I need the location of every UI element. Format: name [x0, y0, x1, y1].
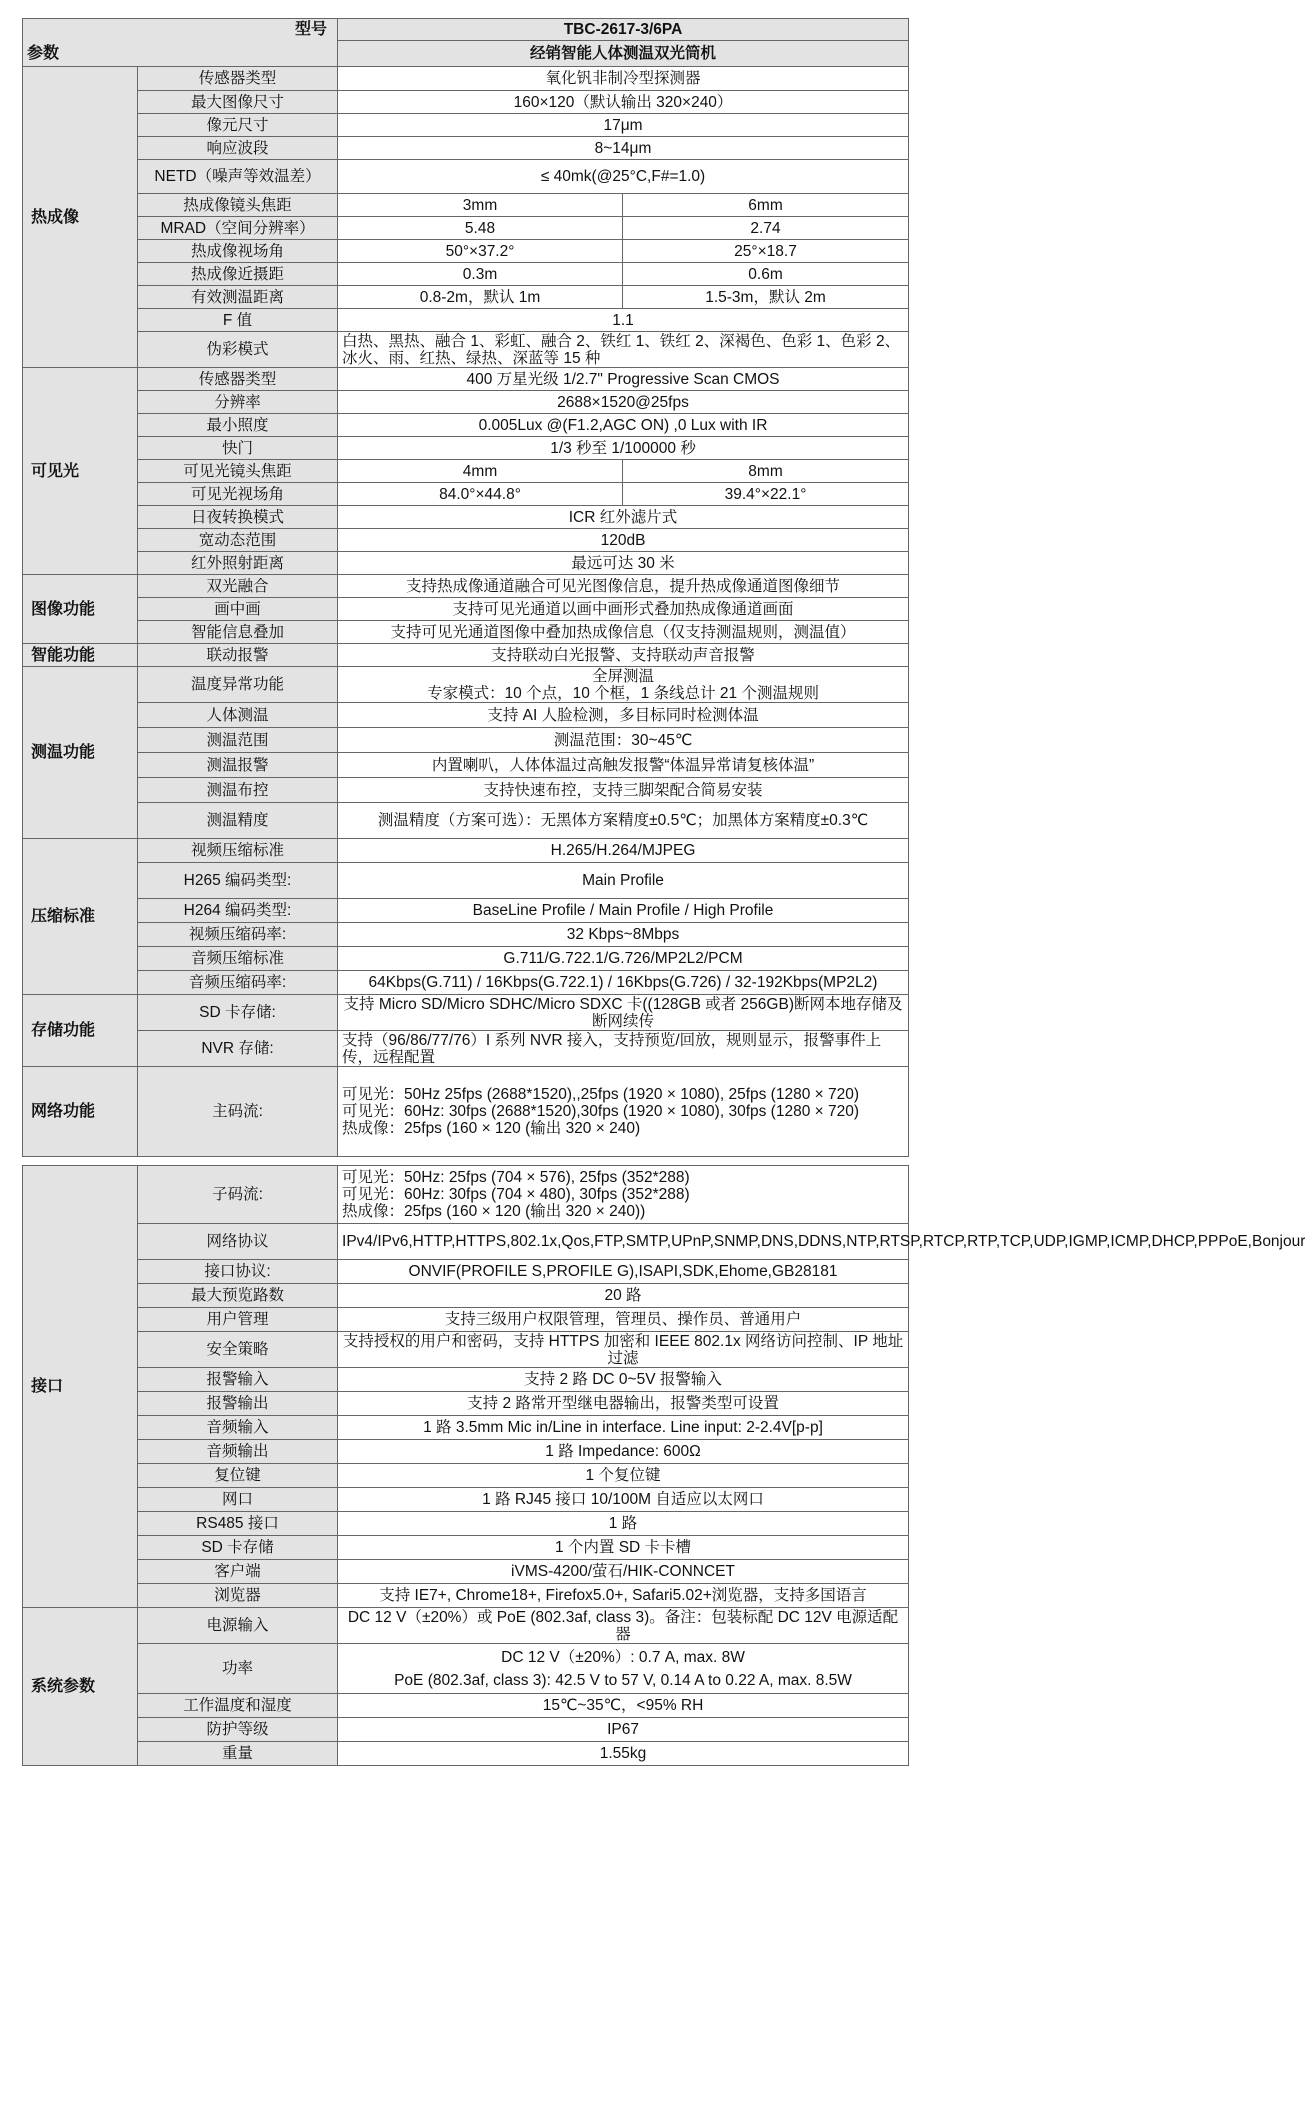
row-value: 测温范围：30~45℃ — [338, 728, 909, 753]
row-label: 热成像视场角 — [138, 240, 338, 263]
row-value-8mm: 39.4°×22.1° — [623, 483, 909, 506]
row-value-3mm: 3mm — [338, 194, 623, 217]
row-label: 最大预览路数 — [138, 1284, 338, 1308]
row-label: 宽动态范围 — [138, 529, 338, 552]
spec-row — [23, 1464, 909, 1488]
gap-cell — [23, 1157, 909, 1166]
row-value: 1 路 — [338, 1512, 909, 1536]
row-label: NVR 存储: — [138, 1031, 338, 1067]
spec-row — [23, 1031, 909, 1067]
spec-row — [23, 137, 909, 160]
spec-row — [23, 368, 909, 391]
row-value: 支持热成像通道融合可见光图像信息，提升热成像通道图像细节 — [338, 575, 909, 598]
spec-row — [23, 437, 909, 460]
spec-row — [23, 1742, 909, 1766]
row-label: 双光融合 — [138, 575, 338, 598]
spec-row — [23, 1368, 909, 1392]
row-value: 支持 2 路 DC 0~5V 报警输入 — [338, 1368, 909, 1392]
row-value: DC 12 V（±20%）或 PoE (802.3af, class 3)。备注：包装标配 DC 12V 电源适配器 — [338, 1608, 909, 1644]
value-line: 热成像：25fps (160 × 120 (输出 320 × 240)) — [342, 1203, 646, 1220]
spec-row — [23, 1224, 909, 1260]
row-label: 有效测温距离 — [138, 286, 338, 309]
spec-row — [23, 995, 909, 1031]
param-label-cell — [23, 41, 338, 67]
row-value: 400 万星光级 1/2.7" Progressive Scan CMOS — [338, 368, 909, 391]
category-image: 图像功能 — [23, 575, 138, 644]
spec-row — [23, 194, 909, 217]
row-label: 测温报警 — [138, 753, 338, 778]
row-value: 8~14μm — [338, 137, 909, 160]
spec-sheet — [22, 18, 1305, 1766]
row-value-4mm: 4mm — [338, 460, 623, 483]
param-label: 参数 — [27, 44, 60, 62]
spec-row — [23, 391, 909, 414]
row-label: 测温布控 — [138, 778, 338, 803]
row-value: 17μm — [338, 114, 909, 137]
spec-row — [23, 309, 909, 332]
spec-row — [23, 899, 909, 923]
model-label: 型号 — [295, 21, 328, 39]
section-gap — [23, 1157, 909, 1166]
row-label: 重量 — [138, 1742, 338, 1766]
spec-row — [23, 240, 909, 263]
spec-row — [23, 160, 909, 194]
value-line: 专家模式：10 个点，10 个框，1 条线总计 21 个测温规则 — [427, 684, 819, 702]
row-label: 分辨率 — [138, 391, 338, 414]
row-value: 最远可达 30 米 — [338, 552, 909, 575]
row-label: 浏览器 — [138, 1584, 338, 1608]
row-label: 网口 — [138, 1488, 338, 1512]
row-label: 音频输入 — [138, 1416, 338, 1440]
value-line: 可见光：60Hz: 30fps (704 × 480), 30fps (352*288) — [342, 1186, 690, 1203]
row-label: 最小照度 — [138, 414, 338, 437]
row-value: 1.1 — [338, 309, 909, 332]
row-value: 支持可见光通道图像中叠加热成像信息（仅支持测温规则，测温值） — [338, 621, 909, 644]
spec-row — [23, 923, 909, 947]
row-label: 日夜转换模式 — [138, 506, 338, 529]
spec-row — [23, 1067, 909, 1157]
category-interface: 接口 — [23, 1166, 138, 1608]
spec-row — [23, 91, 909, 114]
row-value: 160×120（默认输出 320×240） — [338, 91, 909, 114]
row-value: H.265/H.264/MJPEG — [338, 839, 909, 863]
spec-row — [23, 1166, 909, 1224]
row-value: 氧化钒非制冷型探测器 — [338, 67, 909, 91]
row-value: G.711/G.722.1/G.726/MP2L2/PCM — [338, 947, 909, 971]
product-name: 经销智能人体测温双光筒机 — [338, 41, 909, 67]
row-label: 快门 — [138, 437, 338, 460]
row-value: ONVIF(PROFILE S,PROFILE G),ISAPI,SDK,Ehome,GB28181 — [338, 1260, 909, 1284]
spec-row — [23, 728, 909, 753]
value-line: 热成像：25fps (160 × 120 (输出 320 × 240) — [342, 1120, 641, 1137]
category-thermal: 热成像 — [23, 67, 138, 368]
spec-row — [23, 644, 909, 667]
row-label: 音频输出 — [138, 1440, 338, 1464]
row-value: 内置喇叭，人体体温过高触发报警“体温异常请复核体温” — [338, 753, 909, 778]
spec-row — [23, 552, 909, 575]
spec-row — [23, 1536, 909, 1560]
spec-row — [23, 1332, 909, 1368]
row-value: 1/3 秒至 1/100000 秒 — [338, 437, 909, 460]
row-value-3mm: 50°×37.2° — [338, 240, 623, 263]
value-line: DC 12 V（±20%）: 0.7 A, max. 8W — [501, 1648, 745, 1666]
value-line: 可见光：50Hz 25fps (2688*1520),,25fps (1920 × 1080), 25fps (1280 × 720) — [342, 1086, 860, 1103]
spec-row — [23, 460, 909, 483]
row-value: 支持 2 路常开型继电器输出，报警类型可设置 — [338, 1392, 909, 1416]
row-label: 视频压缩码率: — [138, 923, 338, 947]
row-value: 白热、黑热、融合 1、彩虹、融合 2、铁红 1、铁红 2、深褐色、色彩 1、色彩 2、冰火、雨、红热、绿热、深蓝等 15 种 — [338, 332, 909, 368]
row-label: 报警输入 — [138, 1368, 338, 1392]
row-value: 2688×1520@25fps — [338, 391, 909, 414]
category-compression: 压缩标准 — [23, 839, 138, 995]
row-value: 120dB — [338, 529, 909, 552]
spec-row — [23, 332, 909, 368]
category-system: 系统参数 — [23, 1608, 138, 1766]
row-value — [338, 667, 909, 703]
row-value: 1.55kg — [338, 1742, 909, 1766]
row-value-3mm: 0.3m — [338, 263, 623, 286]
spec-row — [23, 1560, 909, 1584]
spec-row — [23, 1284, 909, 1308]
row-label: 热成像镜头焦距 — [138, 194, 338, 217]
spec-row — [23, 1512, 909, 1536]
header-row-2 — [23, 41, 909, 67]
spec-row — [23, 1694, 909, 1718]
row-value: 1 路 Impedance: 600Ω — [338, 1440, 909, 1464]
row-label: 音频压缩标准 — [138, 947, 338, 971]
row-value: IPv4/IPv6,HTTP,HTTPS,802.1x,Qos,FTP,SMTP,UPnP,SNMP,DNS,DDNS,NTP,RTSP,RTCP,RTP,TCP,UDP,IGMP,ICMP,DHCP,PPPoE,Bonjour — [338, 1224, 909, 1260]
spec-row — [23, 1416, 909, 1440]
category-storage: 存储功能 — [23, 995, 138, 1067]
row-label: 联动报警 — [138, 644, 338, 667]
row-value: 1 路 RJ45 接口 10/100M 自适应以太网口 — [338, 1488, 909, 1512]
row-label: 伪彩模式 — [138, 332, 338, 368]
row-value-3mm: 0.8-2m，默认 1m — [338, 286, 623, 309]
category-visible: 可见光 — [23, 368, 138, 575]
row-value: 64Kbps(G.711) / 16Kbps(G.722.1) / 16Kbps(G.726) / 32-192Kbps(MP2L2) — [338, 971, 909, 995]
row-value: 支持（96/86/77/76）I 系列 NVR 接入，支持预览/回放，规则显示，报警事件上传，远程配置 — [338, 1031, 909, 1067]
row-value-6mm: 1.5-3m，默认 2m — [623, 286, 909, 309]
spec-row — [23, 621, 909, 644]
row-value-6mm: 25°×18.7 — [623, 240, 909, 263]
spec-row — [23, 1608, 909, 1644]
row-value: 支持授权的用户和密码，支持 HTTPS 加密和 IEEE 802.1x 网络访问控制、IP 地址过滤 — [338, 1332, 909, 1368]
spec-row — [23, 263, 909, 286]
category-temp: 测温功能 — [23, 667, 138, 839]
row-label: 画中画 — [138, 598, 338, 621]
row-label: 安全策略 — [138, 1332, 338, 1368]
row-value: 0.005Lux @(F1.2,AGC ON) ,0 Lux with IR — [338, 414, 909, 437]
value-line: 全屏测温 — [592, 667, 655, 685]
category-network: 网络功能 — [23, 1067, 138, 1157]
row-value — [338, 1166, 909, 1224]
row-label: H265 编码类型: — [138, 863, 338, 899]
row-value: ≤ 40mk(@25°C,F#=1.0) — [338, 160, 909, 194]
row-label: 功率 — [138, 1644, 338, 1694]
spec-row — [23, 114, 909, 137]
spec-row — [23, 1440, 909, 1464]
spec-row — [23, 971, 909, 995]
row-label: 热成像近摄距 — [138, 263, 338, 286]
spec-row — [23, 947, 909, 971]
spec-row — [23, 483, 909, 506]
row-value-6mm: 0.6m — [623, 263, 909, 286]
row-value — [338, 1067, 909, 1157]
row-value-6mm: 6mm — [623, 194, 909, 217]
spec-row — [23, 529, 909, 552]
row-value: 1 路 3.5mm Mic in/Line in interface. Line input: 2-2.4V[p-p] — [338, 1416, 909, 1440]
spec-row — [23, 1392, 909, 1416]
spec-row — [23, 1308, 909, 1332]
row-value: 32 Kbps~8Mbps — [338, 923, 909, 947]
row-label: 可见光视场角 — [138, 483, 338, 506]
model-value: TBC-2617-3/6PA — [338, 19, 909, 41]
spec-row — [23, 598, 909, 621]
value-line: PoE (802.3af, class 3): 42.5 V to 57 V, 0.14 A to 0.22 A, max. 8.5W — [394, 1671, 852, 1689]
spec-row — [23, 414, 909, 437]
spec-row — [23, 575, 909, 598]
row-label: 客户端 — [138, 1560, 338, 1584]
value-line: 可见光：60Hz: 30fps (2688*1520),30fps (1920 × 1080), 30fps (1280 × 720) — [342, 1103, 860, 1120]
row-label: 温度异常功能 — [138, 667, 338, 703]
row-value: 支持联动白光报警、支持联动声音报警 — [338, 644, 909, 667]
row-value: 支持快速布控，支持三脚架配合简易安装 — [338, 778, 909, 803]
row-value: 支持三级用户权限管理，管理员、操作员、普通用户 — [338, 1308, 909, 1332]
spec-row — [23, 506, 909, 529]
spec-row — [23, 1584, 909, 1608]
row-value: ICR 红外滤片式 — [338, 506, 909, 529]
row-value: 1 个复位键 — [338, 1464, 909, 1488]
row-value: Main Profile — [338, 863, 909, 899]
row-value-4mm: 84.0°×44.8° — [338, 483, 623, 506]
spec-row — [23, 1644, 909, 1694]
spec-row — [23, 286, 909, 309]
row-label: 防护等级 — [138, 1718, 338, 1742]
spec-row — [23, 1260, 909, 1284]
row-label: 测温精度 — [138, 803, 338, 839]
row-label: 人体测温 — [138, 703, 338, 728]
header-row — [23, 19, 909, 41]
row-label: 可见光镜头焦距 — [138, 460, 338, 483]
spec-row — [23, 753, 909, 778]
row-label: 传感器类型 — [138, 67, 338, 91]
row-label: 像元尺寸 — [138, 114, 338, 137]
row-value: 支持 Micro SD/Micro SDHC/Micro SDXC 卡((128GB 或者 256GB)断网本地存储及断网续传 — [338, 995, 909, 1031]
row-value: 20 路 — [338, 1284, 909, 1308]
row-label: SD 卡存储: — [138, 995, 338, 1031]
row-label: 用户管理 — [138, 1308, 338, 1332]
row-label: 工作温度和湿度 — [138, 1694, 338, 1718]
row-label: 接口协议: — [138, 1260, 338, 1284]
row-value: 15℃~35℃，<95% RH — [338, 1694, 909, 1718]
row-value: 测温精度（方案可选）：无黑体方案精度±0.5℃；加黑体方案精度±0.3℃ — [338, 803, 909, 839]
row-label: 报警输出 — [138, 1392, 338, 1416]
row-label: 子码流: — [138, 1166, 338, 1224]
row-value: 支持 IE7+, Chrome18+, Firefox5.0+, Safari5.02+浏览器，支持多国语言 — [338, 1584, 909, 1608]
row-value — [338, 1644, 909, 1694]
row-label: 智能信息叠加 — [138, 621, 338, 644]
row-label: F 值 — [138, 309, 338, 332]
spec-row — [23, 839, 909, 863]
row-value-3mm: 5.48 — [338, 217, 623, 240]
spec-row — [23, 863, 909, 899]
category-smart: 智能功能 — [23, 644, 138, 667]
row-label: SD 卡存储 — [138, 1536, 338, 1560]
spec-table — [22, 18, 1305, 1766]
row-value: 1 个内置 SD 卡卡槽 — [338, 1536, 909, 1560]
row-label: 传感器类型 — [138, 368, 338, 391]
value-line: 可见光：50Hz: 25fps (704 × 576), 25fps (352*288) — [342, 1169, 690, 1186]
row-label: 复位键 — [138, 1464, 338, 1488]
spec-row — [23, 703, 909, 728]
row-label: 最大图像尺寸 — [138, 91, 338, 114]
spec-row — [23, 1718, 909, 1742]
row-label: 电源输入 — [138, 1608, 338, 1644]
model-label-cell — [23, 19, 338, 41]
row-value-8mm: 8mm — [623, 460, 909, 483]
row-label: 测温范围 — [138, 728, 338, 753]
row-value: iVMS-4200/萤石/HIK-CONNCET — [338, 1560, 909, 1584]
row-label: 响应波段 — [138, 137, 338, 160]
row-label: RS485 接口 — [138, 1512, 338, 1536]
row-value: IP67 — [338, 1718, 909, 1742]
row-label: 红外照射距离 — [138, 552, 338, 575]
row-value: 支持可见光通道以画中画形式叠加热成像通道画面 — [338, 598, 909, 621]
row-label: H264 编码类型: — [138, 899, 338, 923]
row-value: BaseLine Profile / Main Profile / High Profile — [338, 899, 909, 923]
row-label: MRAD（空间分辨率） — [138, 217, 338, 240]
row-label: 视频压缩标准 — [138, 839, 338, 863]
row-value: 支持 AI 人脸检测，多目标同时检测体温 — [338, 703, 909, 728]
row-label: NETD（噪声等效温差） — [138, 160, 338, 194]
spec-row — [23, 803, 909, 839]
spec-row — [23, 217, 909, 240]
row-value-6mm: 2.74 — [623, 217, 909, 240]
row-label: 音频压缩码率: — [138, 971, 338, 995]
row-label: 网络协议 — [138, 1224, 338, 1260]
spec-row — [23, 778, 909, 803]
spec-row — [23, 67, 909, 91]
spec-row — [23, 1488, 909, 1512]
spec-row — [23, 667, 909, 703]
row-label: 主码流: — [138, 1067, 338, 1157]
